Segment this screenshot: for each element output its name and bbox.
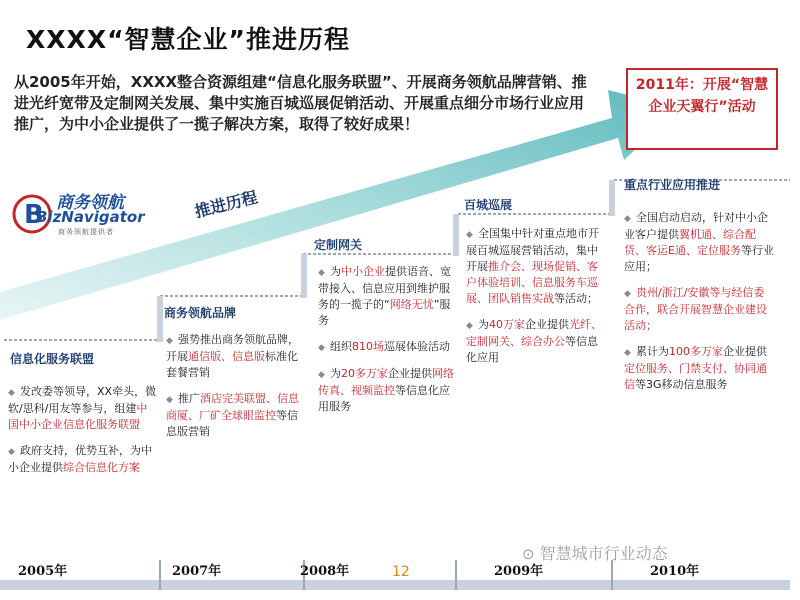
body-text: 为 bbox=[330, 265, 341, 278]
highlight-text: 综合信息化方案 bbox=[63, 461, 140, 474]
year-2009: 2009年 bbox=[494, 564, 544, 579]
highlight-text: 网络传真、视频监控 bbox=[318, 367, 454, 397]
highlight-text: 定位服务、门禁支付、协同通信 bbox=[624, 362, 767, 391]
page-title: XXXX“智慧企业”推进历程 bbox=[26, 25, 350, 54]
stage-title-2010: 重点行业应用推进 bbox=[624, 178, 721, 192]
bullet-icon: ◆ bbox=[624, 348, 631, 358]
body-text: 等信息化应用服务 bbox=[318, 384, 450, 413]
bullet-icon: ◆ bbox=[8, 388, 15, 398]
bullet-icon: ◆ bbox=[466, 230, 473, 240]
stage-bullet bbox=[624, 344, 774, 393]
stage-title-2007: 商务领航品牌 bbox=[164, 306, 237, 320]
bullet-icon: ◆ bbox=[318, 370, 325, 380]
stage-bullet bbox=[166, 391, 304, 440]
stage-bullet bbox=[318, 264, 454, 329]
body-text: 推广 bbox=[178, 392, 200, 405]
highlight-text: 20多万家 bbox=[341, 367, 388, 380]
stage-col-2009 bbox=[466, 226, 608, 376]
body-text: 政府支持，优势互补，为中小企业提供 bbox=[8, 444, 152, 474]
logo-en-text: BizNavigator bbox=[36, 208, 145, 226]
stage-bullet bbox=[624, 285, 774, 334]
stage-bullet bbox=[466, 317, 608, 366]
year-2005: 2005年 bbox=[18, 564, 68, 579]
body-text: 标准化套餐营销 bbox=[166, 350, 298, 379]
body-text: ”服务 bbox=[318, 298, 451, 327]
highlight-text: 中小企业 bbox=[341, 265, 385, 278]
body-text: 等行业应用； bbox=[624, 244, 774, 273]
body-text: 全国启动启动，针对中小企业客户提供 bbox=[624, 211, 768, 241]
stage-col-2008 bbox=[318, 264, 454, 425]
body-text: 企业提供 bbox=[723, 345, 767, 358]
highlight-text: 810场 bbox=[352, 340, 384, 353]
year-2007: 2007年 bbox=[172, 564, 222, 579]
stage-col-2005 bbox=[8, 384, 158, 486]
bullet-icon: ◆ bbox=[466, 321, 473, 331]
body-text: 巡展体验活动 bbox=[384, 340, 450, 353]
svg-text:B: B bbox=[24, 200, 44, 230]
intro-paragraph: 从2005年开始，XXXX整合资源组建“信息化服务联盟”、开展商务领航品牌营销、推进光纤宽带及定制网关发展、集中实施百城巡展促销活动、开展重点细分市场行业应用推广，为中小企业提供了一揽子解决方案，取得了较好成果！ bbox=[14, 73, 587, 133]
stage-bullet bbox=[318, 339, 454, 356]
biznavigator-logo bbox=[8, 188, 148, 240]
stage-title-2009: 百城巡展 bbox=[464, 198, 513, 212]
body-text: 企业提供 bbox=[388, 367, 432, 380]
callout-2011: 2011年：开展“智慧企业天翼行”活动 bbox=[626, 68, 778, 150]
watermark bbox=[522, 541, 668, 564]
bullet-icon: ◆ bbox=[166, 395, 173, 405]
body-text: 发改委等领导，XX牵头，微软/思科/用友等参与，组建 bbox=[8, 385, 157, 415]
logo-cn-text: 商务领航 bbox=[56, 193, 124, 213]
body-text: 等3G移动信息服务 bbox=[635, 378, 728, 391]
highlight-text: 通信版、信息版 bbox=[188, 350, 265, 363]
bullet-icon: ◆ bbox=[624, 289, 631, 299]
bullet-icon: ◆ bbox=[318, 268, 325, 278]
highlight-text: 中国中小企业信息化服务联盟 bbox=[8, 402, 148, 431]
stage-col-2007 bbox=[166, 332, 304, 450]
body-text: 企业提供 bbox=[525, 318, 569, 331]
stage-bullet bbox=[466, 226, 608, 307]
body-text: 为 bbox=[330, 367, 341, 380]
body-text: 为 bbox=[478, 318, 489, 331]
body-text: 组织 bbox=[330, 340, 352, 353]
timeline-bar bbox=[0, 580, 790, 590]
year-2008: 2008年 bbox=[300, 564, 350, 579]
body-text: 全国集中针对重点地市开展百城巡展营销活动，集中开展 bbox=[466, 227, 599, 273]
wechat-icon: ⊙ bbox=[522, 545, 535, 563]
bullet-icon: ◆ bbox=[166, 336, 173, 346]
highlight-text: 推介会、现场促销、客户体验培训、信息服务车巡展、团队销售实战 bbox=[466, 260, 598, 305]
body-text: 等活动； bbox=[554, 292, 598, 305]
highlight-text: 翼机通、综合配货、客运E通、定位服务 bbox=[624, 228, 756, 257]
stage-bullet bbox=[624, 210, 774, 275]
highlight-text: 酒店完美联盟、信息商厦、厂矿全球眼监控 bbox=[166, 392, 299, 422]
stage-bullet bbox=[166, 332, 304, 381]
bullet-icon: ◆ bbox=[318, 343, 325, 353]
bullet-icon: ◆ bbox=[8, 447, 15, 457]
body-text: 等信息版营销 bbox=[166, 409, 298, 438]
bullet-icon: ◆ bbox=[624, 214, 631, 224]
logo-tagline: 商务领航提供者 bbox=[58, 228, 114, 236]
year-2010: 2010年 bbox=[650, 564, 700, 579]
stage-bullet bbox=[318, 366, 454, 415]
highlight-text: 网络无忧 bbox=[389, 298, 434, 311]
highlight-text: 光纤、定制网关、综合办公 bbox=[466, 318, 602, 348]
stage-col-2010 bbox=[624, 210, 774, 403]
page-number: 12 bbox=[392, 564, 410, 580]
body-text: 等信息化应用 bbox=[466, 335, 598, 364]
stage-title-2005: 信息化服务联盟 bbox=[10, 352, 95, 366]
highlight-text: 100多万家 bbox=[669, 345, 723, 358]
watermark-text: 智慧城市行业动态 bbox=[539, 544, 668, 563]
push-label: 推进历程 bbox=[192, 187, 260, 222]
body-text: 强势推出商务领航品牌，开展 bbox=[166, 333, 299, 363]
body-text: 累计为 bbox=[636, 345, 669, 358]
highlight-text: 贵州/浙江/安徽等与经信委合作，联合开展智慧企业建设活动； bbox=[624, 286, 767, 332]
stage-bullet bbox=[8, 443, 158, 476]
highlight-text: 40万家 bbox=[489, 318, 525, 331]
stage-title-2008: 定制网关 bbox=[314, 238, 363, 252]
body-text: 提供语音、宽带接入、信息应用到维护服务的一揽子的“ bbox=[318, 265, 451, 311]
stage-bullet bbox=[8, 384, 158, 433]
